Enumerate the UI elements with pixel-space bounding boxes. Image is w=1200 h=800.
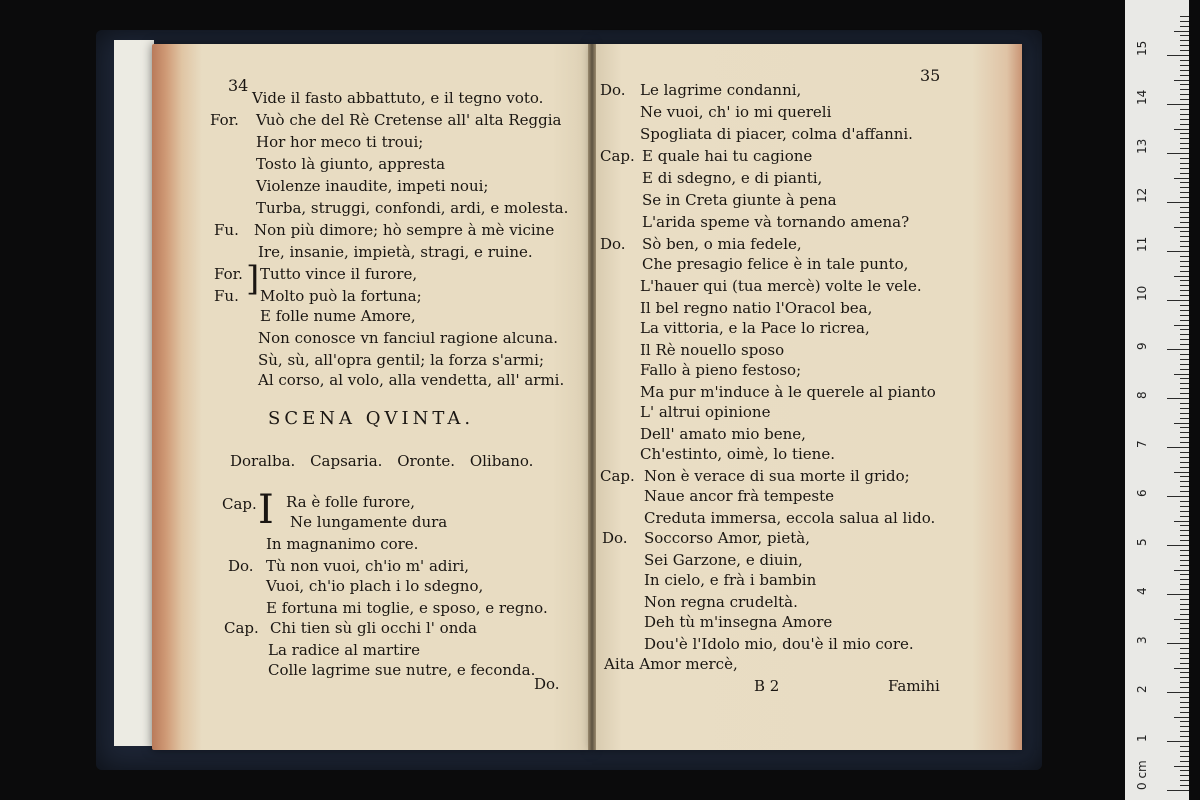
ruler-tick xyxy=(1180,726,1189,727)
verse-line: Spogliata di piacer, colma d'affanni. xyxy=(640,125,913,143)
ruler-tick xyxy=(1180,310,1189,311)
ruler-tick xyxy=(1180,65,1189,66)
ruler-label: 6 xyxy=(1135,489,1149,497)
ruler-tick xyxy=(1180,94,1189,95)
ruler-tick xyxy=(1180,476,1189,477)
verse-line: Sei Garzone, e diuin, xyxy=(644,551,803,569)
ruler-tick xyxy=(1174,668,1189,669)
verse-line: In magnanimo core. xyxy=(266,535,419,553)
ruler-tick xyxy=(1180,114,1189,115)
verse-line: Aita Amor mercè, xyxy=(604,655,738,673)
ruler-label: 15 xyxy=(1135,40,1149,56)
ruler-tick xyxy=(1180,217,1189,218)
ruler-tick xyxy=(1174,178,1189,179)
ruler-tick xyxy=(1180,359,1189,360)
ruler-tick xyxy=(1180,119,1189,120)
ruler-label: 14 xyxy=(1135,89,1149,105)
verse-line: Il Rè nouello sposo xyxy=(640,341,785,359)
cast-name: Capsaria. xyxy=(310,452,383,470)
ruler-tick xyxy=(1180,45,1189,46)
speaker-label: Cap. xyxy=(222,495,257,513)
ruler-tick xyxy=(1167,496,1189,497)
ruler-tick xyxy=(1180,21,1189,22)
verse-line: Ra è folle furore, xyxy=(286,493,416,511)
verse-line: Vuoi, ch'io plach i lo sdegno, xyxy=(266,577,484,595)
ruler-tick xyxy=(1167,398,1189,399)
ruler-tick xyxy=(1180,315,1189,316)
ruler-tick xyxy=(1180,40,1189,41)
verse-line: Non conosce vn fanciul ragione alcuna. xyxy=(258,329,558,347)
ruler-tick xyxy=(1167,692,1189,693)
ruler-tick xyxy=(1180,560,1189,561)
ruler-tick xyxy=(1180,231,1189,232)
ruler-tick xyxy=(1180,256,1189,257)
verse-line: Turba, struggi, confondi, ardi, e molesta. xyxy=(256,199,569,217)
ruler-tick xyxy=(1180,393,1189,394)
ruler-tick xyxy=(1180,530,1189,531)
verse-line: Le lagrime condanni, xyxy=(640,81,802,99)
ruler-tick xyxy=(1174,31,1189,32)
ruler-tick xyxy=(1180,614,1189,615)
ruler-label: 13 xyxy=(1135,138,1149,154)
verse-line: Soccorso Amor, pietà, xyxy=(644,529,810,547)
ruler-tick xyxy=(1180,525,1189,526)
ruler-tick xyxy=(1180,775,1189,776)
ruler-tick xyxy=(1180,467,1189,468)
ruler-tick xyxy=(1180,16,1189,17)
verse-line: L'hauer qui (tua mercè) volte le vele. xyxy=(640,277,922,295)
ruler-tick xyxy=(1180,35,1189,36)
ruler-label: 2 xyxy=(1135,685,1149,693)
verse-line: Sò ben, o mia fedele, xyxy=(642,235,802,253)
verse-line: Violenze inaudite, impeti noui; xyxy=(256,177,489,195)
verse-line: Dell' amato mio bene, xyxy=(640,425,806,443)
verse-line: Tosto là giunto, appresta xyxy=(256,155,446,173)
verse-line: Non regna crudeltà. xyxy=(644,593,798,611)
verse-line: Tù non vuoi, ch'io m' adiri, xyxy=(266,557,470,575)
ruler-tick xyxy=(1180,192,1189,193)
ruler-tick xyxy=(1167,643,1189,644)
ruler-tick xyxy=(1167,300,1189,301)
ruler-tick xyxy=(1180,163,1189,164)
verse-line: Ire, insanie, impietà, stragi, e ruine. xyxy=(258,243,533,261)
ruler-tick xyxy=(1180,623,1189,624)
ruler-tick xyxy=(1180,579,1189,580)
ruler-tick xyxy=(1180,780,1189,781)
ruler-tick xyxy=(1180,565,1189,566)
verse-line: Se in Creta giunte à pena xyxy=(642,191,837,209)
speaker-label: Cap. xyxy=(600,467,635,485)
speaker-label: For. xyxy=(214,265,243,283)
ruler-tick xyxy=(1174,570,1189,571)
ruler-tick xyxy=(1180,369,1189,370)
speaker-label: Do. xyxy=(228,557,254,575)
ruler-tick xyxy=(1180,138,1189,139)
verse-line: La radice al martire xyxy=(268,641,420,659)
verse-line: Vuò che del Rè Cretense all' alta Reggia xyxy=(256,111,562,129)
verse-line: Molto può la fortuna; xyxy=(260,287,422,305)
ruler-tick xyxy=(1180,418,1189,419)
ruler-tick xyxy=(1180,731,1189,732)
ruler-tick xyxy=(1180,653,1189,654)
ruler-tick xyxy=(1180,712,1189,713)
verse-line: Dou'è l'Idolo mio, dou'è il mio core. xyxy=(644,635,914,653)
speaker-label: Do. xyxy=(600,81,626,99)
ruler-tick xyxy=(1180,222,1189,223)
ruler-tick xyxy=(1174,325,1189,326)
verse-line: L'arida speme và tornando amena? xyxy=(642,213,910,231)
ruler-tick xyxy=(1180,677,1189,678)
ruler-tick xyxy=(1167,104,1189,105)
ruler-tick xyxy=(1180,173,1189,174)
ruler-tick xyxy=(1180,761,1189,762)
ruler-tick xyxy=(1180,682,1189,683)
ruler-label: 9 xyxy=(1135,342,1149,350)
ruler-tick xyxy=(1180,663,1189,664)
ruler-tick xyxy=(1180,305,1189,306)
ruler-tick xyxy=(1180,486,1189,487)
ruler-tick xyxy=(1180,26,1189,27)
speaker-label: For. xyxy=(210,111,239,129)
ruler-tick xyxy=(1180,702,1189,703)
verse-line: Creduta immersa, eccola salua al lido. xyxy=(644,509,936,527)
paper-backing xyxy=(114,40,154,746)
ruler-label: 4 xyxy=(1135,587,1149,595)
ruler-tick xyxy=(1174,423,1189,424)
verse-line: Ne lungamente dura xyxy=(290,513,448,531)
ruler-tick xyxy=(1180,584,1189,585)
ruler-tick xyxy=(1180,354,1189,355)
ruler-tick xyxy=(1180,236,1189,237)
ruler-tick xyxy=(1180,427,1189,428)
ruler-tick xyxy=(1180,506,1189,507)
ruler-tick xyxy=(1180,182,1189,183)
ruler-tick xyxy=(1180,271,1189,272)
speaker-label: Fu. xyxy=(214,221,239,239)
ruler-tick xyxy=(1180,99,1189,100)
cast-name: Doralba. xyxy=(230,452,296,470)
ruler-tick xyxy=(1180,187,1189,188)
ruler-label: 1 xyxy=(1135,734,1149,742)
verse-line: Al corso, al volo, alla vendetta, all' armi. xyxy=(258,371,565,389)
ruler-tick xyxy=(1180,550,1189,551)
ruler-tick xyxy=(1180,648,1189,649)
ruler-tick xyxy=(1180,516,1189,517)
scene-heading: SCENA QVINTA. xyxy=(268,408,475,429)
verse-line: Chi tien sù gli occhi l' onda xyxy=(270,619,477,637)
ruler-tick xyxy=(1180,658,1189,659)
ruler-tick xyxy=(1174,521,1189,522)
ruler-tick xyxy=(1180,378,1189,379)
ruler-label: 10 xyxy=(1135,285,1149,301)
ruler-tick xyxy=(1180,442,1189,443)
ruler-tick xyxy=(1180,158,1189,159)
ruler-tick xyxy=(1180,756,1189,757)
ruler-tick xyxy=(1174,472,1189,473)
ruler-label: 3 xyxy=(1135,636,1149,644)
left-page-number: 34 xyxy=(228,76,249,95)
ruler-tick xyxy=(1180,124,1189,125)
ruler-tick xyxy=(1180,339,1189,340)
drop-capital: I xyxy=(258,487,274,533)
ruler-tick xyxy=(1180,403,1189,404)
ruler-tick xyxy=(1174,717,1189,718)
verse-line: Non più dimore; hò sempre à mè vicine xyxy=(254,221,555,239)
verse-line: E folle nume Amore, xyxy=(260,307,416,325)
ruler-tick xyxy=(1180,481,1189,482)
book-gutter xyxy=(588,44,596,750)
ruler-tick xyxy=(1180,207,1189,208)
ruler-tick xyxy=(1180,604,1189,605)
ruler-tick xyxy=(1180,609,1189,610)
right-page-number: 35 xyxy=(920,66,941,85)
ruler-tick xyxy=(1180,109,1189,110)
ruler-tick xyxy=(1180,329,1189,330)
cast-name: Oronte. xyxy=(397,452,456,470)
ruler-label: 8 xyxy=(1135,391,1149,399)
ruler-tick xyxy=(1180,555,1189,556)
ruler-tick xyxy=(1180,133,1189,134)
speaker-label: Cap. xyxy=(224,619,259,637)
ruler-tick xyxy=(1180,89,1189,90)
ruler-tick xyxy=(1180,687,1189,688)
ruler-tick xyxy=(1167,55,1189,56)
ruler-tick xyxy=(1180,241,1189,242)
ruler-tick xyxy=(1180,574,1189,575)
ruler-tick xyxy=(1180,462,1189,463)
ruler-label: 11 xyxy=(1135,236,1149,252)
ruler-tick xyxy=(1180,344,1189,345)
catchword: Famihi xyxy=(888,677,940,695)
ruler-tick xyxy=(1180,295,1189,296)
ruler-tick xyxy=(1167,202,1189,203)
ruler-label: 5 xyxy=(1135,538,1149,546)
verse-line: Fallo à pieno festoso; xyxy=(640,361,802,379)
ruler-tick xyxy=(1180,457,1189,458)
speaker-label: Do. xyxy=(600,235,626,253)
ruler-tick xyxy=(1180,261,1189,262)
ruler-tick xyxy=(1180,334,1189,335)
verse-line: Hor hor meco ti troui; xyxy=(256,133,424,151)
ruler-tick xyxy=(1180,751,1189,752)
ruler-tick xyxy=(1180,638,1189,639)
ruler-tick xyxy=(1167,447,1189,448)
verse-line: L' altrui opinione xyxy=(640,403,771,421)
ruler-tick xyxy=(1180,746,1189,747)
verse-line: Sù, sù, all'opra gentil; la forza s'armi; xyxy=(258,351,545,369)
ruler-tick xyxy=(1180,70,1189,71)
verse-line: Naue ancor frà tempeste xyxy=(644,487,834,505)
ruler-tick xyxy=(1180,84,1189,85)
ruler-tick xyxy=(1174,619,1189,620)
verse-line: Ne vuoi, ch' io mi quereli xyxy=(640,103,832,121)
verse-line: La vittoria, e la Pace lo ricrea, xyxy=(640,319,870,337)
ruler-tick xyxy=(1180,197,1189,198)
speaker-label: Cap. xyxy=(600,147,635,165)
ruler-tick xyxy=(1174,80,1189,81)
verse-line: E di sdegno, e di pianti, xyxy=(642,169,823,187)
speaker-label: Do. xyxy=(602,529,628,547)
ruler-tick xyxy=(1167,545,1189,546)
ruler-tick xyxy=(1180,785,1189,786)
verse-line: Il bel regno natio l'Oracol bea, xyxy=(640,299,873,317)
ruler-tick xyxy=(1174,276,1189,277)
verse-line: Non è verace di sua morte il grido; xyxy=(644,467,910,485)
ruler-tick xyxy=(1180,432,1189,433)
scale-ruler xyxy=(1125,0,1189,800)
ruler-tick xyxy=(1174,129,1189,130)
ruler-tick xyxy=(1180,721,1189,722)
ruler-tick xyxy=(1180,628,1189,629)
ruler-tick xyxy=(1167,790,1189,791)
verse-line: E quale hai tu cagione xyxy=(642,147,813,165)
ruler-label: 7 xyxy=(1135,440,1149,448)
ruler-tick xyxy=(1180,633,1189,634)
ruler-tick xyxy=(1180,280,1189,281)
ruler-tick xyxy=(1180,320,1189,321)
ruler-unit-label: 0 cm xyxy=(1135,760,1149,790)
ruler-tick xyxy=(1180,143,1189,144)
ruler-tick xyxy=(1174,227,1189,228)
verse-line: Tutto vince il furore, xyxy=(260,265,418,283)
cast-list xyxy=(230,452,533,470)
ruler-tick xyxy=(1180,770,1189,771)
ruler-tick xyxy=(1180,246,1189,247)
ruler-label: 12 xyxy=(1135,187,1149,203)
verse-line: Che presagio felice è in tale punto, xyxy=(642,255,909,273)
ruler-tick xyxy=(1180,535,1189,536)
ruler-tick xyxy=(1180,452,1189,453)
speaker-label: Fu. xyxy=(214,287,239,305)
ruler-tick xyxy=(1180,599,1189,600)
ruler-tick xyxy=(1180,60,1189,61)
ruler-tick xyxy=(1180,672,1189,673)
ruler-tick xyxy=(1180,540,1189,541)
ruler-tick xyxy=(1180,413,1189,414)
ruler-tick xyxy=(1180,75,1189,76)
ruler-tick xyxy=(1180,148,1189,149)
ruler-tick xyxy=(1180,364,1189,365)
ruler-tick xyxy=(1180,408,1189,409)
verse-line: Ch'estinto, oimè, lo tiene. xyxy=(640,445,835,463)
ruler-tick xyxy=(1180,437,1189,438)
verse-line: In cielo, e frà i bambin xyxy=(644,571,817,589)
ruler-tick xyxy=(1167,251,1189,252)
ruler-tick xyxy=(1180,736,1189,737)
signature-mark: B 2 xyxy=(754,677,780,695)
ruler-tick xyxy=(1180,383,1189,384)
ruler-tick xyxy=(1180,168,1189,169)
ruler-tick xyxy=(1180,290,1189,291)
ruler-tick xyxy=(1180,50,1189,51)
verse-line: Colle lagrime sue nutre, e feconda. xyxy=(268,661,536,679)
ruler-tick xyxy=(1167,741,1189,742)
ruler-tick xyxy=(1167,594,1189,595)
ruler-tick xyxy=(1180,501,1189,502)
ruler-tick xyxy=(1180,511,1189,512)
ruler-tick xyxy=(1167,153,1189,154)
verse-line: Deh tù m'insegna Amore xyxy=(644,613,833,631)
ruler-tick xyxy=(1174,766,1189,767)
ruler-tick xyxy=(1174,374,1189,375)
verse-line: E fortuna mi toglie, e sposo, e regno. xyxy=(266,599,548,617)
brace-mark: ] xyxy=(246,259,260,299)
ruler-tick xyxy=(1180,491,1189,492)
ruler-tick xyxy=(1180,388,1189,389)
ruler-tick xyxy=(1167,349,1189,350)
ruler-tick xyxy=(1180,266,1189,267)
verse-line: Ma pur m'induce à le querele al pianto xyxy=(640,383,936,401)
ruler-tick xyxy=(1180,212,1189,213)
verse-line: Vide il fasto abbattuto, e il tegno voto. xyxy=(252,89,544,107)
ruler-tick xyxy=(1180,697,1189,698)
ruler-tick xyxy=(1180,589,1189,590)
catchword: Do. xyxy=(534,675,560,693)
ruler-tick xyxy=(1180,285,1189,286)
ruler-tick xyxy=(1180,707,1189,708)
cast-name: Olibano. xyxy=(469,452,534,470)
